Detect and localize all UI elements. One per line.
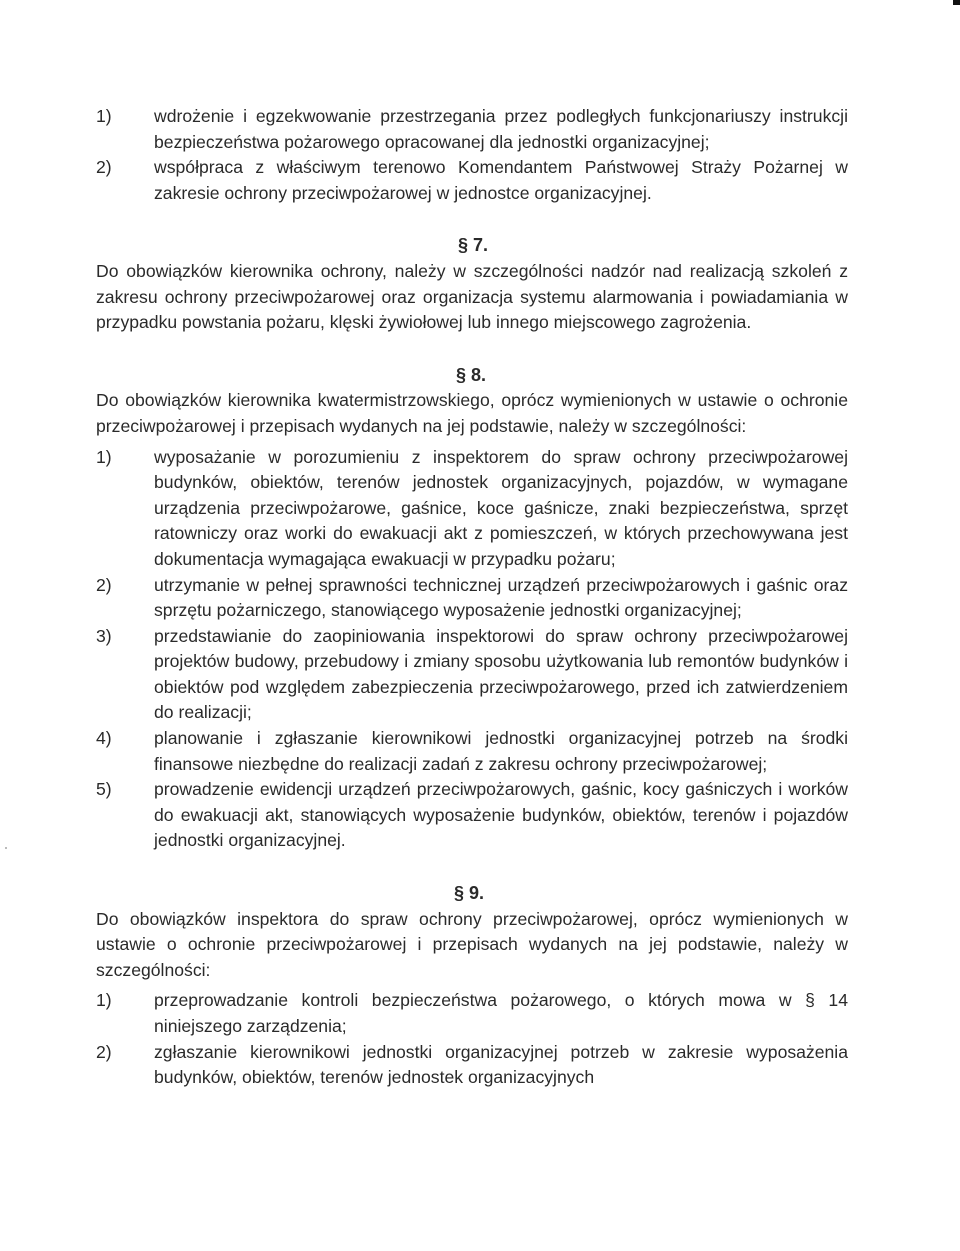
list-text: współpraca z właściwym terenowo Komendantem Państwowej Straży Pożarnej w zakresie ochrony przeciwpożarowej w jednostce organizacyjnej. (154, 157, 848, 203)
intro-list (96, 104, 848, 206)
list-number: 3) (96, 625, 112, 646)
list-number: 2) (96, 574, 112, 595)
list-text: prowadzenie ewidencji urządzeń przeciwpożarowych, gaśnic, kocy gaśniczych i worków do ewakuacji akt, stanowiących wyposażenie budynków, obiektów, terenów i pojazdów jednostki organizacyjnej. (154, 779, 848, 851)
list-item (96, 445, 848, 573)
list-number: 2) (96, 1041, 112, 1062)
list-text: wyposażanie w porozumieniu z inspektorem do spraw ochrony przeciwpożarowej budynków, obiektów, terenów jednostek organizacyjnych, pojazdów, w wymagane urządzenia przeciwpożarowe, gaśnice, koce gaśnicze, znaki bezpieczeństwa, sprzęt ratowniczy oraz worki do ewakuacji akt z pomieszczeń, w których przechowywana jest dokumentacja wymagająca ewakuacji w przypadku pożaru; (154, 446, 848, 569)
section-9-paragraph: Do obowiązków inspektora do spraw ochrony przeciwpożarowej, oprócz wymienionych w ustawie o ochronie przeciwpożarowej i przepisach wydanych na jej podstawie, należy w szczególności: (96, 908, 848, 980)
list-text: przedstawianie do zaopiniowania inspektorowi do spraw ochrony przeciwpożarowej projektów budowy, przebudowy i zmiany sposobu użytkowania lub remontów budynków i obiektów pod względem zabezpieczenia przeciwpożarowego, przed ich zatwierdzeniem do realizacji; (154, 625, 848, 723)
section-9-heading: § 9. (454, 883, 485, 904)
section-7-paragraph: Do obowiązków kierownika ochrony, należy w szczególności nadzór nad realizacją szkoleń z zakresu ochrony przeciwpożarowej oraz organizacja systemu alarmowania i powiadamiania w przypadku powstania pożaru, klęski żywiołowej lub innego miejscowego zagrożenia. (96, 260, 848, 333)
scan-artifact-dot (5, 847, 7, 849)
list-number: 4) (96, 728, 112, 749)
list-text: wdrożenie i egzekwowanie przestrzegania przez podległych funkcjonariuszy instrukcji bezpieczeństwa pożarowego opracowanej dla jednostki organizacyjnej; (154, 106, 848, 152)
list-number: 1) (96, 106, 112, 126)
list-item (96, 777, 848, 854)
list-item (96, 1040, 848, 1091)
section-8-heading: § 8. (456, 364, 487, 385)
list-item (96, 988, 848, 1039)
list-number: 2) (96, 157, 112, 178)
list-text: utrzymanie w pełnej sprawności technicznej urządzeń przeciwpożarowych i gaśnic oraz sprzętu pożarniczego, stanowiącego wyposażenie jednostki organizacyjnej; (154, 574, 848, 621)
list-item (96, 104, 848, 155)
list-text: zgłaszanie kierownikowi jednostki organizacyjnej potrzeb w zakresie wyposażenia budynków, obiektów, terenów jednostek organizacyjnych (154, 1041, 848, 1088)
section-8-paragraph: Do obowiązków kierownika kwatermistrzowskiego, oprócz wymienionych w ustawie o ochronie przeciwpożarowej i przepisach wydanych na jej podstawie, należy w szczególności: (96, 390, 848, 436)
list-item (96, 726, 848, 777)
section-9-list (96, 988, 848, 1090)
list-item (96, 573, 848, 624)
section-7-heading: § 7. (458, 235, 489, 256)
list-number: 5) (96, 779, 112, 800)
scan-corner-mark (953, 0, 960, 5)
list-number: 1) (96, 446, 112, 467)
list-number: 1) (96, 990, 112, 1011)
list-text: planowanie i zgłaszanie kierownikowi jednostki organizacyjnej potrzeb na środki finansowe niezbędne do realizacji zadań z zakresu ochrony przeciwpożarowej; (154, 728, 848, 774)
list-item (96, 624, 848, 726)
section-8-list (96, 445, 848, 855)
list-text: przeprowadzanie kontroli bezpieczeństwa pożarowego, o których mowa w § 14 niniejszego zarządzenia; (154, 990, 848, 1036)
list-item (96, 155, 848, 206)
document-body (96, 104, 848, 1091)
